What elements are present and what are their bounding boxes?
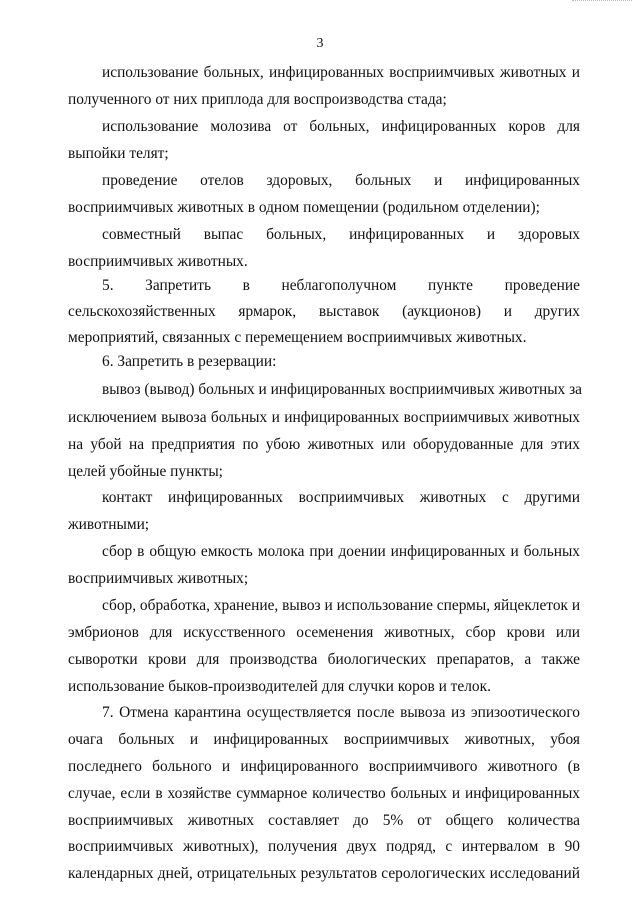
text-line: восприимчивых животных в одном помещении (родильном отделении); — [68, 199, 540, 216]
scan-edge-mark — [572, 0, 632, 3]
text-line: использование быков-производителей для случки коров и телок. — [68, 678, 491, 695]
text-line: сбор, обработка, хранение, вывоз и использование спермы, яйцеклеток и — [102, 597, 581, 614]
text-line: 6. Запретить в резервации: — [102, 353, 277, 370]
text-line: целей убойные пункты; — [68, 463, 223, 480]
text-line: использование больных, инфицированных восприимчивых животных и — [102, 64, 580, 81]
text-line: восприимчивых животных. — [68, 253, 248, 270]
text-line: сельскохозяйственных ярмарок, выставок (аукционов) и других — [68, 303, 580, 320]
text-line: проведение отелов здоровых, больных и инфицированных — [102, 172, 580, 189]
text-line: полученного от них приплода для воспроизводства стада; — [68, 91, 447, 108]
text-line: исключением вывоза больных и инфицированных восприимчивых животных — [68, 409, 580, 426]
text-line: использование молозива от больных, инфицированных коров для — [102, 118, 580, 135]
text-line: сыворотки крови для производства биологических препаратов, а также — [68, 651, 580, 668]
text-line: эмбрионов для искусственного осеменения животных, сбор крови или — [68, 624, 580, 641]
page-number: 3 — [316, 36, 324, 51]
text-line: контакт инфицированных восприимчивых животных с другими — [102, 489, 580, 506]
text-line: сбор в общую емкость молока при доении инфицированных и больных — [102, 543, 580, 560]
text-line: 5. Запретить в неблагополучном пункте проведение — [102, 277, 580, 294]
text-line: календарных дней, отрицательных результатов серологических исследований — [68, 865, 580, 882]
text-line: восприимчивых животных; — [68, 570, 249, 587]
text-line: очага больных и инфицированных восприимчивых животных, убоя — [68, 731, 580, 748]
text-line: вывоз (вывод) больных и инфицированных восприимчивых животных за — [102, 381, 582, 398]
text-line: восприимчивых животных), получения двух подряд, с интервалом в 90 — [68, 838, 580, 855]
text-line: последнего больного и инфицированного восприимчивого животного (в — [68, 758, 580, 775]
text-line: восприимчивых животных составляет до 5% от общего количества — [68, 812, 580, 829]
text-line: выпойки телят; — [68, 145, 169, 162]
text-line: случае, если в хозяйстве суммарное количество больных и инфицированных — [68, 785, 580, 802]
text-line: на убой на предприятия по убою животных или оборудованные для этих — [68, 436, 580, 453]
text-line: мероприятий, связанных с перемещением восприимчивых животных. — [68, 329, 527, 346]
text-line: совместный выпас больных, инфицированных и здоровых — [102, 226, 580, 243]
text-line: 7. Отмена карантина осуществляется после вывоза из эпизоотического — [102, 704, 580, 721]
text-line: животными; — [68, 516, 150, 533]
